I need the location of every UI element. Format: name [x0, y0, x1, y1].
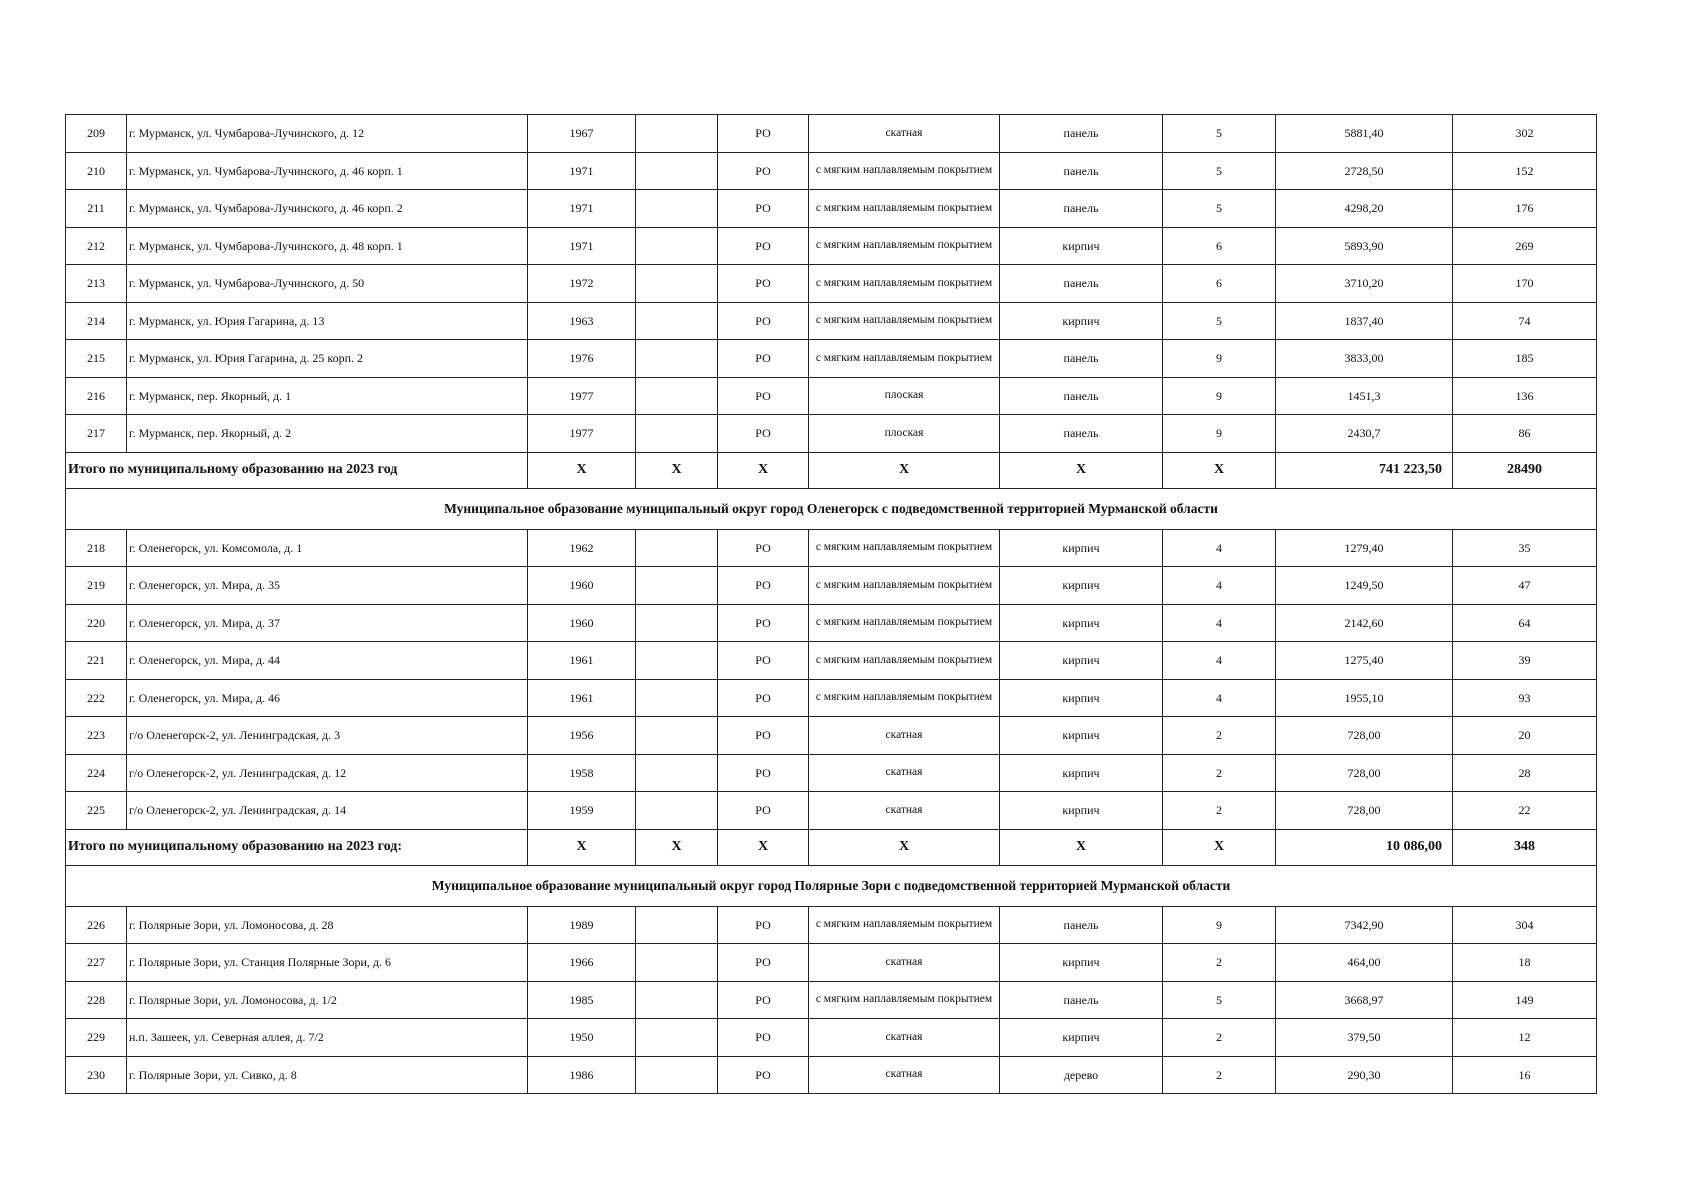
- row-address: н.п. Зашеек, ул. Северная аллея, д. 7/2: [127, 1019, 528, 1057]
- row-year: 1962: [528, 529, 636, 567]
- total-x-cell: X: [809, 452, 1000, 488]
- row-residents: 185: [1453, 340, 1597, 378]
- row-roof-type: с мягким наплавляемым покрытием: [809, 529, 1000, 567]
- total-x-cell: X: [718, 452, 809, 488]
- row-residents: 176: [1453, 190, 1597, 228]
- row-residents: 39: [1453, 642, 1597, 680]
- row-area: 728,00: [1276, 717, 1453, 755]
- total-residents: 348: [1453, 829, 1597, 865]
- row-address: г. Мурманск, ул. Юрия Гагарина, д. 13: [127, 302, 528, 340]
- row-fund-type: РО: [718, 1056, 809, 1094]
- row-year: 1986: [528, 1056, 636, 1094]
- row-wall-material: кирпич: [1000, 227, 1163, 265]
- table-row: [66, 717, 1597, 755]
- row-floors: 2: [1163, 944, 1276, 982]
- row-year: 1956: [528, 717, 636, 755]
- total-x-cell: X: [809, 829, 1000, 865]
- table-row: [66, 754, 1597, 792]
- row-residents: 16: [1453, 1056, 1597, 1094]
- row-address: г. Оленегорск, ул. Мира, д. 35: [127, 567, 528, 605]
- row-roof-type: плоская: [809, 377, 1000, 415]
- row-residents: 170: [1453, 265, 1597, 303]
- total-residents: 28490: [1453, 452, 1597, 488]
- row-residents: 12: [1453, 1019, 1597, 1057]
- row-address: г. Оленегорск, ул. Комсомола, д. 1: [127, 529, 528, 567]
- total-x-cell: X: [1000, 452, 1163, 488]
- row-extra: [636, 642, 718, 680]
- row-fund-type: РО: [718, 717, 809, 755]
- row-extra: [636, 340, 718, 378]
- row-roof-type: с мягким наплавляемым покрытием: [809, 302, 1000, 340]
- total-x-cell: X: [1163, 829, 1276, 865]
- table-row: [66, 415, 1597, 453]
- row-wall-material: панель: [1000, 377, 1163, 415]
- row-area: 728,00: [1276, 792, 1453, 830]
- table-row: [66, 642, 1597, 680]
- table-row: [66, 1056, 1597, 1094]
- row-year: 1971: [528, 190, 636, 228]
- row-residents: 74: [1453, 302, 1597, 340]
- row-area: 728,00: [1276, 754, 1453, 792]
- row-extra: [636, 302, 718, 340]
- row-roof-type: скатная: [809, 754, 1000, 792]
- total-x-cell: X: [1000, 829, 1163, 865]
- row-area: 2142,60: [1276, 604, 1453, 642]
- row-number: 210: [66, 152, 127, 190]
- row-area: 3710,20: [1276, 265, 1453, 303]
- row-extra: [636, 567, 718, 605]
- row-wall-material: кирпич: [1000, 529, 1163, 567]
- row-year: 1971: [528, 152, 636, 190]
- row-fund-type: РО: [718, 754, 809, 792]
- row-roof-type: с мягким наплавляемым покрытием: [809, 227, 1000, 265]
- total-x-cell: X: [528, 829, 636, 865]
- row-fund-type: РО: [718, 415, 809, 453]
- row-residents: 86: [1453, 415, 1597, 453]
- section-header-row: [66, 865, 1597, 906]
- row-wall-material: кирпич: [1000, 717, 1163, 755]
- row-area: 3668,97: [1276, 981, 1453, 1019]
- row-wall-material: кирпич: [1000, 302, 1163, 340]
- row-address: г. Мурманск, пер. Якорный, д. 2: [127, 415, 528, 453]
- row-year: 1967: [528, 115, 636, 153]
- table-row: [66, 190, 1597, 228]
- row-roof-type: с мягким наплавляемым покрытием: [809, 567, 1000, 605]
- row-residents: 47: [1453, 567, 1597, 605]
- row-number: 214: [66, 302, 127, 340]
- row-address: г. Мурманск, ул. Чумбарова-Лучинского, д. 50: [127, 265, 528, 303]
- row-area: 3833,00: [1276, 340, 1453, 378]
- row-fund-type: РО: [718, 906, 809, 944]
- row-area: 5893,90: [1276, 227, 1453, 265]
- table-row: [66, 944, 1597, 982]
- row-floors: 2: [1163, 1056, 1276, 1094]
- row-year: 1963: [528, 302, 636, 340]
- row-residents: 304: [1453, 906, 1597, 944]
- table-row: [66, 792, 1597, 830]
- row-area: 1451,3: [1276, 377, 1453, 415]
- row-address: г/о Оленегорск-2, ул. Ленинградская, д. 3: [127, 717, 528, 755]
- row-area: 1249,50: [1276, 567, 1453, 605]
- row-number: 218: [66, 529, 127, 567]
- row-roof-type: с мягким наплавляемым покрытием: [809, 679, 1000, 717]
- row-number: 213: [66, 265, 127, 303]
- row-address: г/о Оленегорск-2, ул. Ленинградская, д. 14: [127, 792, 528, 830]
- row-fund-type: РО: [718, 115, 809, 153]
- row-wall-material: кирпич: [1000, 679, 1163, 717]
- row-area: 2430,7: [1276, 415, 1453, 453]
- row-extra: [636, 944, 718, 982]
- row-number: 228: [66, 981, 127, 1019]
- table-row: [66, 906, 1597, 944]
- row-roof-type: с мягким наплавляемым покрытием: [809, 642, 1000, 680]
- row-roof-type: скатная: [809, 717, 1000, 755]
- total-area: 741 223,50: [1276, 452, 1453, 488]
- row-number: 221: [66, 642, 127, 680]
- section-title: Муниципальное образование муниципальный округ город Оленегорск с подведомственной территорией Мурманской области: [66, 488, 1597, 529]
- row-residents: 269: [1453, 227, 1597, 265]
- row-number: 226: [66, 906, 127, 944]
- row-address: г. Оленегорск, ул. Мира, д. 37: [127, 604, 528, 642]
- row-number: 216: [66, 377, 127, 415]
- table-row: [66, 227, 1597, 265]
- row-wall-material: кирпич: [1000, 754, 1163, 792]
- row-residents: 302: [1453, 115, 1597, 153]
- table-row: [66, 567, 1597, 605]
- row-wall-material: кирпич: [1000, 567, 1163, 605]
- row-residents: 152: [1453, 152, 1597, 190]
- row-wall-material: панель: [1000, 115, 1163, 153]
- row-roof-type: скатная: [809, 944, 1000, 982]
- row-extra: [636, 604, 718, 642]
- row-year: 1959: [528, 792, 636, 830]
- row-number: 212: [66, 227, 127, 265]
- row-residents: 35: [1453, 529, 1597, 567]
- row-residents: 18: [1453, 944, 1597, 982]
- row-wall-material: панель: [1000, 190, 1163, 228]
- row-address: г. Полярные Зори, ул. Станция Полярные Зори, д. 6: [127, 944, 528, 982]
- row-year: 1961: [528, 642, 636, 680]
- row-extra: [636, 227, 718, 265]
- row-fund-type: РО: [718, 981, 809, 1019]
- row-extra: [636, 981, 718, 1019]
- row-year: 1961: [528, 679, 636, 717]
- row-area: 4298,20: [1276, 190, 1453, 228]
- row-area: 1837,40: [1276, 302, 1453, 340]
- table-row: [66, 981, 1597, 1019]
- row-extra: [636, 529, 718, 567]
- row-roof-type: с мягким наплавляемым покрытием: [809, 190, 1000, 228]
- row-residents: 136: [1453, 377, 1597, 415]
- row-wall-material: кирпич: [1000, 944, 1163, 982]
- row-wall-material: панель: [1000, 906, 1163, 944]
- total-label: Итого по муниципальному образованию на 2023 год: [66, 452, 528, 488]
- row-number: 220: [66, 604, 127, 642]
- row-wall-material: панель: [1000, 981, 1163, 1019]
- row-wall-material: кирпич: [1000, 642, 1163, 680]
- row-floors: 4: [1163, 642, 1276, 680]
- total-row: [66, 452, 1597, 488]
- table-row: [66, 1019, 1597, 1057]
- row-residents: 22: [1453, 792, 1597, 830]
- row-extra: [636, 1019, 718, 1057]
- row-extra: [636, 152, 718, 190]
- table-row: [66, 265, 1597, 303]
- row-number: 219: [66, 567, 127, 605]
- row-roof-type: с мягким наплавляемым покрытием: [809, 152, 1000, 190]
- row-fund-type: РО: [718, 604, 809, 642]
- row-roof-type: скатная: [809, 115, 1000, 153]
- total-x-cell: X: [528, 452, 636, 488]
- row-year: 1977: [528, 377, 636, 415]
- row-floors: 4: [1163, 604, 1276, 642]
- row-wall-material: кирпич: [1000, 792, 1163, 830]
- row-fund-type: РО: [718, 265, 809, 303]
- row-year: 1966: [528, 944, 636, 982]
- table-row: [66, 115, 1597, 153]
- row-wall-material: кирпич: [1000, 604, 1163, 642]
- row-year: 1989: [528, 906, 636, 944]
- row-number: 215: [66, 340, 127, 378]
- row-extra: [636, 717, 718, 755]
- table-body: [66, 115, 1597, 1094]
- row-year: 1960: [528, 604, 636, 642]
- table-row: [66, 152, 1597, 190]
- row-roof-type: с мягким наплавляемым покрытием: [809, 906, 1000, 944]
- row-extra: [636, 679, 718, 717]
- row-fund-type: РО: [718, 302, 809, 340]
- table-row: [66, 377, 1597, 415]
- row-floors: 6: [1163, 227, 1276, 265]
- row-wall-material: панель: [1000, 265, 1163, 303]
- row-floors: 6: [1163, 265, 1276, 303]
- row-floors: 2: [1163, 1019, 1276, 1057]
- row-extra: [636, 377, 718, 415]
- row-residents: 28: [1453, 754, 1597, 792]
- row-floors: 2: [1163, 792, 1276, 830]
- row-fund-type: РО: [718, 340, 809, 378]
- total-label: Итого по муниципальному образованию на 2023 год:: [66, 829, 528, 865]
- row-year: 1985: [528, 981, 636, 1019]
- table-row: [66, 604, 1597, 642]
- row-address: г. Оленегорск, ул. Мира, д. 44: [127, 642, 528, 680]
- row-wall-material: дерево: [1000, 1056, 1163, 1094]
- row-extra: [636, 115, 718, 153]
- row-floors: 5: [1163, 190, 1276, 228]
- row-area: 5881,40: [1276, 115, 1453, 153]
- row-fund-type: РО: [718, 944, 809, 982]
- total-x-cell: X: [1163, 452, 1276, 488]
- row-extra: [636, 792, 718, 830]
- row-number: 229: [66, 1019, 127, 1057]
- row-address: г. Мурманск, ул. Чумбарова-Лучинского, д. 46 корп. 1: [127, 152, 528, 190]
- row-year: 1958: [528, 754, 636, 792]
- row-address: г. Мурманск, пер. Якорный, д. 1: [127, 377, 528, 415]
- row-residents: 20: [1453, 717, 1597, 755]
- row-fund-type: РО: [718, 152, 809, 190]
- row-extra: [636, 415, 718, 453]
- row-fund-type: РО: [718, 679, 809, 717]
- row-wall-material: панель: [1000, 340, 1163, 378]
- row-area: 1955,10: [1276, 679, 1453, 717]
- row-floors: 5: [1163, 115, 1276, 153]
- row-extra: [636, 906, 718, 944]
- row-year: 1972: [528, 265, 636, 303]
- row-fund-type: РО: [718, 792, 809, 830]
- table-row: [66, 340, 1597, 378]
- row-number: 217: [66, 415, 127, 453]
- row-wall-material: панель: [1000, 152, 1163, 190]
- row-area: 290,30: [1276, 1056, 1453, 1094]
- row-roof-type: с мягким наплавляемым покрытием: [809, 604, 1000, 642]
- row-roof-type: скатная: [809, 1056, 1000, 1094]
- row-number: 209: [66, 115, 127, 153]
- row-fund-type: РО: [718, 377, 809, 415]
- row-floors: 9: [1163, 377, 1276, 415]
- row-extra: [636, 754, 718, 792]
- row-area: 1275,40: [1276, 642, 1453, 680]
- table-row: [66, 529, 1597, 567]
- row-year: 1971: [528, 227, 636, 265]
- housing-register-table: [65, 114, 1597, 1094]
- row-floors: 4: [1163, 679, 1276, 717]
- row-area: 1279,40: [1276, 529, 1453, 567]
- row-floors: 4: [1163, 567, 1276, 605]
- row-year: 1950: [528, 1019, 636, 1057]
- row-roof-type: с мягким наплавляемым покрытием: [809, 981, 1000, 1019]
- total-area: 10 086,00: [1276, 829, 1453, 865]
- row-wall-material: кирпич: [1000, 1019, 1163, 1057]
- row-year: 1976: [528, 340, 636, 378]
- row-fund-type: РО: [718, 642, 809, 680]
- row-address: г. Мурманск, ул. Чумбарова-Лучинского, д. 48 корп. 1: [127, 227, 528, 265]
- row-floors: 9: [1163, 415, 1276, 453]
- row-address: г/о Оленегорск-2, ул. Ленинградская, д. 12: [127, 754, 528, 792]
- row-extra: [636, 1056, 718, 1094]
- row-wall-material: панель: [1000, 415, 1163, 453]
- row-roof-type: скатная: [809, 1019, 1000, 1057]
- row-fund-type: РО: [718, 190, 809, 228]
- row-floors: 5: [1163, 302, 1276, 340]
- row-address: г. Полярные Зори, ул. Сивко, д. 8: [127, 1056, 528, 1094]
- row-address: г. Мурманск, ул. Юрия Гагарина, д. 25 корп. 2: [127, 340, 528, 378]
- row-extra: [636, 265, 718, 303]
- row-number: 224: [66, 754, 127, 792]
- section-title: Муниципальное образование муниципальный округ город Полярные Зори с подведомственной территорией Мурманской области: [66, 865, 1597, 906]
- row-address: г. Полярные Зори, ул. Ломоносова, д. 28: [127, 906, 528, 944]
- row-address: г. Мурманск, ул. Чумбарова-Лучинского, д. 46 корп. 2: [127, 190, 528, 228]
- row-extra: [636, 190, 718, 228]
- row-number: 222: [66, 679, 127, 717]
- row-floors: 2: [1163, 717, 1276, 755]
- row-address: г. Оленегорск, ул. Мира, д. 46: [127, 679, 528, 717]
- table-row: [66, 302, 1597, 340]
- row-area: 2728,50: [1276, 152, 1453, 190]
- row-number: 230: [66, 1056, 127, 1094]
- row-floors: 9: [1163, 906, 1276, 944]
- row-year: 1977: [528, 415, 636, 453]
- row-number: 211: [66, 190, 127, 228]
- row-residents: 149: [1453, 981, 1597, 1019]
- row-fund-type: РО: [718, 529, 809, 567]
- row-number: 223: [66, 717, 127, 755]
- row-area: 464,00: [1276, 944, 1453, 982]
- row-floors: 5: [1163, 152, 1276, 190]
- row-residents: 64: [1453, 604, 1597, 642]
- row-roof-type: скатная: [809, 792, 1000, 830]
- row-fund-type: РО: [718, 227, 809, 265]
- row-floors: 9: [1163, 340, 1276, 378]
- row-fund-type: РО: [718, 567, 809, 605]
- row-roof-type: с мягким наплавляемым покрытием: [809, 340, 1000, 378]
- row-number: 225: [66, 792, 127, 830]
- row-area: 7342,90: [1276, 906, 1453, 944]
- row-roof-type: плоская: [809, 415, 1000, 453]
- row-year: 1960: [528, 567, 636, 605]
- table-row: [66, 679, 1597, 717]
- row-floors: 2: [1163, 754, 1276, 792]
- row-address: г. Мурманск, ул. Чумбарова-Лучинского, д. 12: [127, 115, 528, 153]
- row-number: 227: [66, 944, 127, 982]
- row-area: 379,50: [1276, 1019, 1453, 1057]
- total-x-cell: X: [718, 829, 809, 865]
- row-roof-type: с мягким наплавляемым покрытием: [809, 265, 1000, 303]
- total-x-cell: X: [636, 452, 718, 488]
- total-x-cell: X: [636, 829, 718, 865]
- row-fund-type: РО: [718, 1019, 809, 1057]
- section-header-row: [66, 488, 1597, 529]
- total-row: [66, 829, 1597, 865]
- row-floors: 5: [1163, 981, 1276, 1019]
- row-residents: 93: [1453, 679, 1597, 717]
- row-floors: 4: [1163, 529, 1276, 567]
- row-address: г. Полярные Зори, ул. Ломоносова, д. 1/2: [127, 981, 528, 1019]
